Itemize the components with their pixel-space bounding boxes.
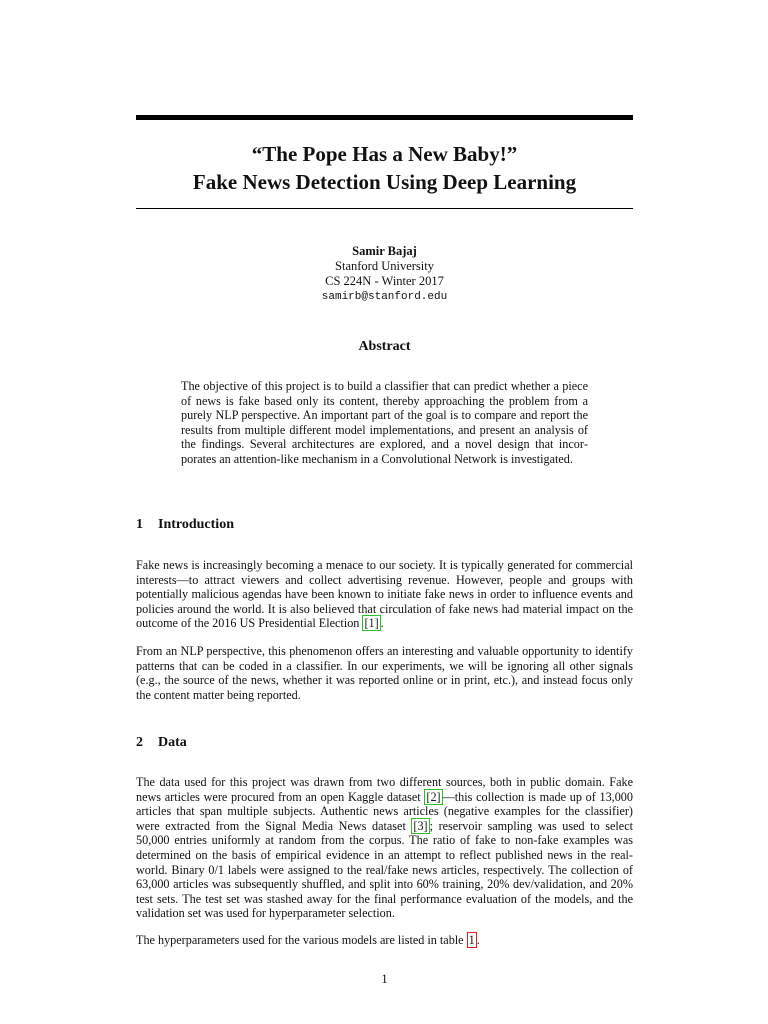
citation-link[interactable]: [2]	[426, 789, 441, 804]
section-heading-data	[136, 735, 187, 751]
abstract-heading: Abstract	[358, 339, 411, 354]
title-line-2: Fake News Detection Using Deep Learning	[192, 170, 577, 194]
paragraph-text: Fake news is increasingly becoming a menace to our society. It is typically generated for commercial interests—to attract viewers and collect advertising revenue. However, people and groups with potentially malicious agendas have been known to initiate fake news in order to influence events and policies around the world. It is also believed that circulation of fake news had material impact on the outcome of the 2016 US Presidential Election	[136, 558, 633, 631]
data-paragraph-1	[136, 775, 633, 921]
author-name: Samir Bajaj	[352, 244, 417, 258]
title-top-rule	[136, 115, 633, 120]
section-heading-introduction	[136, 517, 234, 533]
data-paragraph-2	[136, 933, 633, 948]
abstract-text: The objective of this project is to build a classifier that can predict whether a piece of news is fake based only its content, thereby approaching the problem from a purely NLP perspective. An important part of the goal is to compare and report the results from multiple different model implementations, and present an analysis of the findings. Several architectures are explored, and a novel design that incorporates an attention-like mechanism in a Convolutional Network is investigated.	[181, 379, 588, 466]
paper-title	[136, 140, 633, 196]
title-line-1: “The Pope Has a New Baby!”	[251, 142, 518, 166]
title-bottom-rule	[136, 208, 633, 209]
paragraph-text: .	[380, 616, 384, 631]
paragraph-text: —this collection is made up of 13,000 articles that span multiple subjects. Authentic news articles (negative examples for the classifier) were extracted from the Signal Media News dataset	[136, 789, 633, 833]
paragraph-text: ; reservoir sampling was used to select 50,000 entries uniformly at random from the corpus. The ratio of fake to non-fake examples was determined on the basis of empirical evidence in an attempt to reflect published news in the real-world. Binary 0/1 labels were assigned to the real/fake news articles, respectively. The collection of 63,000 articles was subsequently shuffled, and split into 60% training, 20% dev/validation, and 20% test sets. The test set was stashed away for the final performance evaluation of the models, and the validation set was used for hyperparameter selection.	[136, 818, 633, 921]
author-course: CS 224N - Winter 2017	[325, 274, 444, 288]
section-title: Data	[158, 735, 187, 750]
section-title: Introduction	[158, 517, 234, 532]
paragraph-text: The hyperparameters used for the various models are listed in table	[136, 933, 467, 947]
author-email: samirb@stanford.edu	[321, 291, 448, 303]
section-number: 1	[136, 517, 143, 532]
paragraph-text: .	[476, 933, 480, 947]
table-reference-link[interactable]: 1	[468, 933, 475, 947]
author-affiliation: Stanford University	[335, 259, 434, 273]
citation-link[interactable]: [3]	[413, 818, 428, 833]
section-number: 2	[136, 735, 143, 750]
author-block	[136, 244, 633, 305]
paragraph-text: The data used for this project was drawn from two different sources, both in public domain. Fake news articles were procured from an open Kaggle dataset	[136, 775, 633, 804]
intro-paragraph-1	[136, 558, 633, 631]
page-number: 1	[381, 972, 388, 986]
intro-paragraph-2: From an NLP perspective, this phenomenon offers an interesting and valuable opportunity to identify patterns that can be coded in a classifier. In our experiments, we will be ignoring all other signals (e.g., the source of the news, whether it was reported online or in print, etc.), and instead focus only the content matter being reported.	[136, 644, 633, 702]
citation-link[interactable]: [1]	[364, 616, 379, 631]
